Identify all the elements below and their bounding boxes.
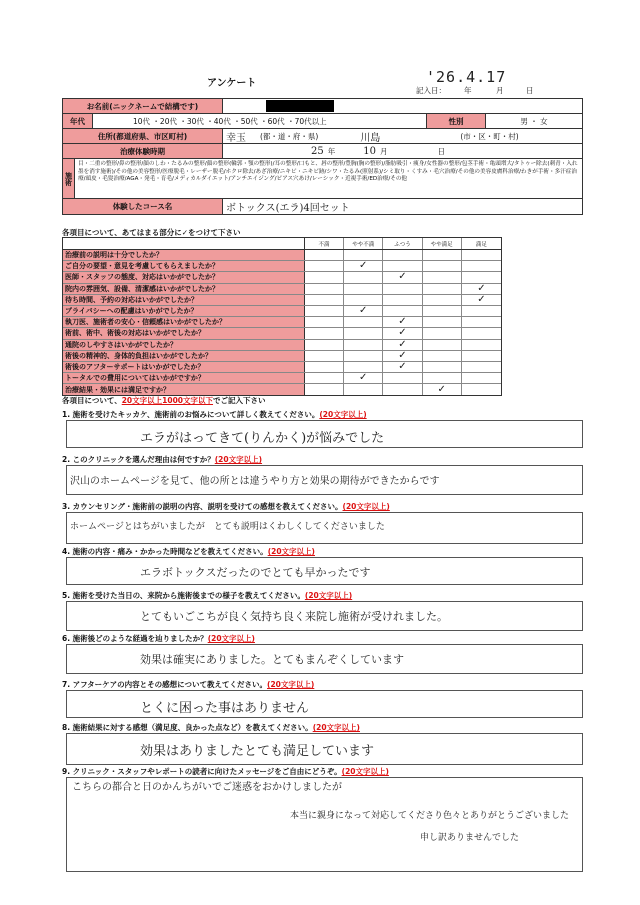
rating-cell[interactable] bbox=[344, 373, 383, 383]
redacted-name bbox=[266, 100, 334, 112]
question-text: 4. 施術の内容・痛み・かかった時間などを教えてください。 bbox=[62, 547, 268, 556]
rating-cell[interactable] bbox=[383, 328, 422, 338]
rating-cell[interactable] bbox=[344, 362, 383, 372]
question-text: 8. 施術結果に対する感想（満足度、良かった点など）を教えてください。 bbox=[62, 723, 313, 732]
checkmark-icon: ✓ bbox=[359, 372, 368, 384]
rating-cell[interactable] bbox=[305, 295, 344, 305]
course-row bbox=[63, 199, 582, 214]
name-label: お名前(ニックネームで結構です) bbox=[63, 99, 223, 113]
rating-cell[interactable] bbox=[344, 317, 383, 327]
rating-cell[interactable] bbox=[305, 340, 344, 350]
col-header: やや満足 bbox=[423, 238, 462, 249]
checkmark-icon: ✓ bbox=[359, 305, 368, 317]
question-title bbox=[62, 722, 360, 733]
rating-cell[interactable] bbox=[462, 362, 501, 372]
address-city: 川島 bbox=[360, 132, 381, 143]
experience-row bbox=[63, 144, 582, 159]
handwritten-date: '26.4.17 bbox=[426, 68, 507, 86]
rating-cell[interactable] bbox=[423, 317, 462, 327]
rating-question: トータルでの費用についてはいかがですか？ bbox=[63, 373, 305, 383]
rating-cell[interactable] bbox=[305, 306, 344, 316]
rating-cell[interactable] bbox=[423, 362, 462, 372]
col-header: 満足 bbox=[475, 241, 487, 248]
rating-cell[interactable] bbox=[423, 272, 462, 282]
handwritten-answer: 沢山のホームページを見て、他の所とは違うやり方と効果の期待ができたからです bbox=[70, 476, 440, 487]
gender-label: 性別 bbox=[426, 114, 486, 128]
rating-row bbox=[63, 261, 501, 272]
rating-cell[interactable] bbox=[344, 340, 383, 350]
handwritten-answer: こちらの都合と日のかんちがいでご迷惑をおかけしましたが bbox=[72, 782, 342, 793]
rating-question: 執刀医、施術者の安心・信頼感はいかがでしたか？ bbox=[63, 317, 305, 327]
rating-cell[interactable] bbox=[423, 340, 462, 350]
name-field[interactable] bbox=[223, 99, 582, 113]
intro-suffix: でご記入下さい bbox=[213, 396, 266, 405]
rating-question: 術後の精神的、身体的負担はいかがでしたか？ bbox=[63, 351, 305, 361]
ratings-body bbox=[63, 250, 501, 395]
question-title bbox=[62, 546, 315, 557]
rating-row bbox=[63, 351, 501, 362]
rating-row bbox=[63, 317, 501, 328]
rating-row bbox=[63, 340, 501, 351]
age-options[interactable]: 10代 ・20代 ・30代 ・40代 ・50代 ・60代 ・70代以上 bbox=[133, 116, 327, 126]
rating-cell[interactable] bbox=[462, 306, 501, 316]
survey-title: アンケート bbox=[207, 78, 257, 89]
ratings-header-blank bbox=[63, 238, 305, 249]
rating-question: 術前、術中、術後の対応はいかがでしたか？ bbox=[63, 328, 305, 338]
rating-cell[interactable] bbox=[344, 306, 383, 316]
date-day-label: 日 bbox=[526, 86, 534, 95]
checkmark-icon: ✓ bbox=[477, 293, 486, 305]
rating-cell[interactable] bbox=[383, 295, 422, 305]
rating-cell[interactable] bbox=[383, 306, 422, 316]
rating-question: プライバシーへの配慮はいかがでしたか？ bbox=[63, 306, 305, 316]
experience-year-suffix: 年 bbox=[327, 146, 336, 156]
rating-cell[interactable] bbox=[383, 317, 422, 327]
question-title bbox=[62, 409, 367, 420]
rating-cell[interactable] bbox=[344, 250, 383, 260]
ratings-header bbox=[63, 238, 501, 250]
gender-options[interactable]: 男 ・ 女 bbox=[520, 116, 548, 126]
rating-question: 治療結果・効果には満足ですか？ bbox=[63, 384, 305, 395]
checkmark-icon: ✓ bbox=[398, 338, 407, 350]
treatment-row bbox=[63, 159, 582, 199]
rating-cell[interactable] bbox=[305, 261, 344, 271]
date-month-label: 月 bbox=[496, 86, 504, 95]
question-requirement: (20文字以上) bbox=[312, 723, 360, 732]
checkmark-icon: ✓ bbox=[437, 383, 446, 395]
address-pref-suffix: (都・道・府・県) bbox=[260, 131, 319, 141]
question-title bbox=[62, 766, 389, 777]
rating-question: 通院のしやすさはいかがでしたか？ bbox=[63, 340, 305, 350]
handwritten-answer: ホームページとはちがいましたが とても説明はくわしくしてくださいました bbox=[70, 522, 385, 532]
checkmark-icon: ✓ bbox=[359, 260, 368, 272]
rating-cell[interactable] bbox=[423, 384, 462, 395]
rating-cell[interactable] bbox=[462, 317, 501, 327]
rating-question: ご自分の要望・意見を考慮してもらえましたか？ bbox=[63, 261, 305, 271]
name-row bbox=[63, 99, 582, 114]
question-requirement: (20文字以上) bbox=[214, 455, 263, 464]
handwritten-answer: とてもいごこちが良く気持ち良く来院し施術が受けれました。 bbox=[140, 610, 448, 623]
rating-cell[interactable] bbox=[383, 250, 422, 260]
rating-cell[interactable] bbox=[344, 295, 383, 305]
experience-month: 10 bbox=[363, 145, 376, 157]
ratings-intro: 各項目について、あてはまる部分に✓をつけて下さい bbox=[62, 228, 241, 237]
open-questions-intro bbox=[62, 395, 266, 406]
rating-cell[interactable] bbox=[462, 340, 501, 350]
age-gender-row bbox=[63, 114, 582, 129]
rating-row bbox=[63, 250, 501, 261]
checkmark-icon: ✓ bbox=[398, 327, 407, 339]
treatment-label: 施術 bbox=[63, 159, 75, 198]
checkmark-icon: ✓ bbox=[398, 271, 407, 283]
question-title bbox=[62, 454, 262, 465]
question-text: 6. 施術後どのような経過を辿りましたか？ bbox=[62, 634, 208, 643]
address-city-suffix: (市・区・町・村) bbox=[460, 131, 519, 141]
rating-cell[interactable] bbox=[383, 351, 422, 361]
rating-cell[interactable] bbox=[383, 373, 422, 383]
rating-cell[interactable] bbox=[344, 351, 383, 361]
rating-cell[interactable] bbox=[305, 272, 344, 282]
handwritten-answer: 本当に親身になって対応してくださり色々とありがとうございました bbox=[290, 811, 570, 821]
col-header: 不満 bbox=[305, 238, 344, 249]
handwritten-answer: 効果はありましたとても満足しています bbox=[140, 744, 375, 759]
rating-cell[interactable] bbox=[462, 328, 501, 338]
handwritten-answer: 申し訳ありませんでした bbox=[420, 833, 520, 843]
question-requirement: (20文字以上) bbox=[267, 547, 315, 556]
rating-cell[interactable] bbox=[462, 250, 501, 260]
question-text: 7. アフターケアの内容とその感想について教えてください。 bbox=[62, 680, 268, 689]
experience-field[interactable] bbox=[223, 144, 582, 158]
experience-label: 治療体験時期 bbox=[63, 144, 223, 158]
handwritten-answer: とくに困った事はありません bbox=[140, 701, 310, 716]
rating-cell[interactable] bbox=[383, 340, 422, 350]
rating-cell[interactable] bbox=[344, 328, 383, 338]
handwritten-answer: 効果は確実にありました。とてもまんぞくしています bbox=[140, 653, 404, 666]
question-requirement: (20文字以上) bbox=[267, 680, 315, 689]
treatment-options[interactable]: 目・二重の整形/鼻の整形/顔のしわ・たるみの整形/顔の整形(輪郭・顎の整形)/耳の整形/口もと、唇の整形/豊胸(胸の整形)/脂肪吸引・痩身/女性器の整形/包茎手術・亀頭増大/タトゥー除去(刺青・入れ墨を消す施術)/その他の美容整形/医療脱毛・レーザー脱毛/ホクロ除去/あざ治療/ニキビ・ニキビ跡/シワ・たるみ(照射系)/シミ取り・くすみ・毛穴治療/その他の美容皮膚科治療/わきが手術・多汗症治療/頭皮・毛髪治療/AGA・発毛・育毛/メディカルダイエット/アンチエイジング/ピアス穴あけ/レーシック・近視手術/ED治療/その他 bbox=[78, 161, 578, 183]
question-text: 3. カウンセリング・施術前の説明の内容、説明を受けての感想を教えてください。 bbox=[62, 502, 343, 511]
address-pref: 幸玉 bbox=[226, 132, 246, 143]
checkmark-icon: ✓ bbox=[398, 360, 407, 372]
rating-cell[interactable] bbox=[305, 328, 344, 338]
question-requirement: (20文字以上) bbox=[342, 502, 390, 511]
course-label: 体験したコース名 bbox=[63, 199, 223, 214]
checkmark-icon: ✓ bbox=[398, 349, 407, 361]
checkmark-icon: ✓ bbox=[477, 282, 486, 294]
rating-row bbox=[63, 362, 501, 373]
rating-cell[interactable] bbox=[305, 362, 344, 372]
checkmark-icon: ✓ bbox=[398, 316, 407, 328]
ratings-table bbox=[62, 237, 502, 396]
address-field[interactable] bbox=[223, 129, 582, 143]
rating-cell[interactable] bbox=[305, 250, 344, 260]
date-prefix: 記入日： bbox=[416, 86, 446, 95]
rating-cell[interactable] bbox=[423, 328, 462, 338]
rating-cell[interactable] bbox=[462, 261, 501, 271]
rating-cell[interactable] bbox=[423, 261, 462, 271]
question-requirement: (20文字以上) bbox=[304, 591, 353, 600]
question-text: 9. クリニック・スタッフやレポートの読者に向けたメッセージをご自由にどうぞ。 bbox=[62, 767, 342, 776]
rating-cell[interactable] bbox=[462, 351, 501, 361]
rating-row bbox=[63, 384, 501, 395]
rating-cell[interactable] bbox=[383, 261, 422, 271]
question-title bbox=[62, 679, 314, 690]
rating-cell[interactable] bbox=[423, 284, 462, 294]
rating-cell[interactable] bbox=[344, 272, 383, 282]
question-requirement: (20文字以上) bbox=[207, 634, 255, 643]
experience-year: 25 bbox=[311, 145, 324, 157]
question-text: 1. 施術を受けたキッカケ、施術前のお悩みについて詳しく教えてください。 bbox=[62, 410, 320, 419]
col-header: ふつう bbox=[383, 238, 422, 249]
rating-cell[interactable] bbox=[462, 295, 501, 305]
rating-cell[interactable] bbox=[344, 384, 383, 395]
rating-cell[interactable] bbox=[423, 295, 462, 305]
address-label: 住所(都道府県、市区町村) bbox=[63, 129, 223, 143]
experience-month-suffix: 月 bbox=[379, 146, 388, 156]
rating-question: 医師・スタッフの態度、対応はいかがでしたか？ bbox=[63, 272, 305, 282]
rating-question: 治療前の説明は十分でしたか？ bbox=[63, 250, 305, 260]
rating-cell[interactable] bbox=[383, 284, 422, 294]
rating-cell[interactable] bbox=[305, 384, 344, 395]
respondent-info-table bbox=[62, 98, 583, 215]
rating-row bbox=[63, 328, 501, 339]
experience-day-suffix: 日 bbox=[437, 146, 445, 156]
rating-row bbox=[63, 295, 501, 306]
rating-cell[interactable] bbox=[462, 284, 501, 294]
rating-cell[interactable] bbox=[462, 373, 501, 383]
col-header: やや不満 bbox=[344, 238, 383, 249]
handwritten-answer: エラがはってきて(りんかく)が悩みでした bbox=[140, 431, 385, 446]
intro-prefix: 各項目について、 bbox=[62, 396, 122, 405]
question-requirement: (20文字以上) bbox=[341, 767, 389, 776]
age-label: 年代 bbox=[63, 114, 93, 128]
rating-cell[interactable] bbox=[423, 250, 462, 260]
rating-cell[interactable] bbox=[423, 306, 462, 316]
rating-cell[interactable] bbox=[305, 351, 344, 361]
rating-row bbox=[63, 272, 501, 283]
rating-cell[interactable] bbox=[383, 272, 422, 282]
rating-row bbox=[63, 373, 501, 384]
rating-cell[interactable] bbox=[423, 373, 462, 383]
question-title bbox=[62, 590, 352, 601]
rating-question: 待ち時間、予約の対応はいかがでしたか？ bbox=[63, 295, 305, 305]
rating-cell[interactable] bbox=[344, 261, 383, 271]
rating-question: 術後のアフターサポートはいかがでしたか？ bbox=[63, 362, 305, 372]
rating-cell[interactable] bbox=[305, 317, 344, 327]
rating-row bbox=[63, 306, 501, 317]
rating-cell[interactable] bbox=[305, 284, 344, 294]
rating-cell[interactable] bbox=[423, 351, 462, 361]
rating-cell[interactable] bbox=[462, 272, 501, 282]
date-year-label: 年 bbox=[464, 86, 472, 95]
course-value[interactable]: ボトックス(エラ)4回セット bbox=[226, 203, 350, 214]
rating-cell[interactable] bbox=[462, 384, 501, 395]
question-requirement: (20文字以上) bbox=[319, 410, 367, 419]
rating-cell[interactable] bbox=[383, 362, 422, 372]
address-row bbox=[63, 129, 582, 144]
question-text: 2. このクリニックを選んだ理由は何ですか？ bbox=[62, 455, 215, 464]
handwritten-answer: エラボトックスだったのでとても早かったです bbox=[140, 566, 371, 579]
rating-row bbox=[63, 284, 501, 295]
rating-question: 院内の雰囲気、設備、清潔感はいかがでしたか？ bbox=[63, 284, 305, 294]
question-text: 5. 施術を受けた当日の、来院から施術後までの様子を教えてください。 bbox=[62, 591, 305, 600]
rating-cell[interactable] bbox=[305, 373, 344, 383]
rating-cell[interactable] bbox=[344, 284, 383, 294]
rating-cell[interactable] bbox=[383, 384, 422, 395]
question-title bbox=[62, 501, 390, 512]
intro-requirement: 20文字以上1000文字以下 bbox=[121, 396, 214, 405]
question-title bbox=[62, 633, 255, 644]
